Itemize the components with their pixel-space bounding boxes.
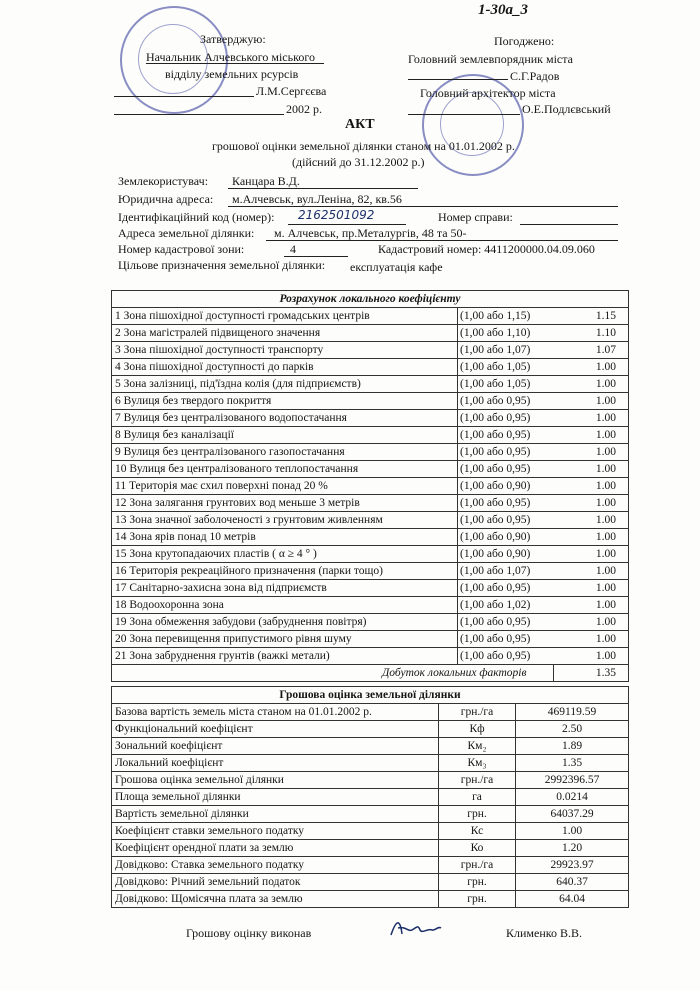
local-row: [112, 563, 629, 580]
valuation-row-name: Локальний коефіцієнт: [112, 755, 439, 772]
land-address-value: м. Алчевськ, пр.Металургів, 48 та 50-: [274, 226, 467, 240]
approve-title: Затверджую:: [200, 32, 266, 46]
local-row: [112, 308, 629, 325]
local-table-header: Розрахунок локального коефіцієнту: [112, 291, 629, 308]
valuation-row-value: 469119.59: [516, 704, 629, 721]
local-row-value: 1.00: [553, 614, 629, 631]
local-row-range: (1,00 або 0,95): [458, 614, 553, 631]
local-row: [112, 444, 629, 461]
agreed-signer1: С.Г.Радов: [510, 69, 560, 83]
valuation-row: [112, 738, 629, 755]
local-row-range: (1,00 або 1,05): [458, 359, 553, 376]
local-row-value: 1.00: [553, 444, 629, 461]
valuation-row-name: Вартість земельної ділянки: [112, 806, 439, 823]
valuation-row-unit: грн./га: [439, 772, 516, 789]
valuation-row: [112, 704, 629, 721]
local-row: [112, 427, 629, 444]
local-row-range: (1,00 або 1,15): [458, 308, 553, 325]
doc-title: АКТ: [345, 117, 375, 132]
local-row-range: (1,00 або 0,95): [458, 631, 553, 648]
local-row-value: 1.00: [553, 597, 629, 614]
agreed-line2: Головний архітектор міста: [420, 86, 556, 100]
case-number-label: Номер справи:: [438, 210, 513, 224]
local-row-name: 18 Водоохоронна зона: [112, 597, 458, 614]
local-row-name: 15 Зона крутопадаючих пластів ( α ≥ 4 ° ): [112, 546, 458, 563]
local-row-name: 2 Зона магістралей підвищеного значення: [112, 325, 458, 342]
cadastral-number: Кадастровий номер: 4411200000.04.09.060: [378, 242, 595, 256]
local-row-range: (1,00 або 0,95): [458, 648, 553, 665]
local-row-range: (1,00 або 0,90): [458, 546, 553, 563]
local-row: [112, 529, 629, 546]
local-row: [112, 393, 629, 410]
valuation-row-value: 1.35: [516, 755, 629, 772]
local-row: [112, 597, 629, 614]
valuation-row: [112, 806, 629, 823]
valuation-row-name: Коефіцієнт орендної плати за землю: [112, 840, 439, 857]
local-row-value: 1.00: [553, 580, 629, 597]
id-label: Ідентифікаційний код (номер):: [118, 210, 275, 224]
local-row-value: 1.00: [553, 512, 629, 529]
local-row-value: 1.00: [553, 376, 629, 393]
local-product-row: [112, 665, 629, 682]
land-address-label: Адреса земельної ділянки:: [118, 226, 255, 240]
valuation-row-value: 2992396.57: [516, 772, 629, 789]
local-product-value: 1.35: [553, 665, 629, 682]
local-row-value: 1.15: [553, 308, 629, 325]
local-row-range: (1,00 або 1,02): [458, 597, 553, 614]
local-row-value: 1.00: [553, 461, 629, 478]
local-row-range: (1,00 або 0,90): [458, 478, 553, 495]
approve-signer: Л.М.Сергєєва: [256, 84, 327, 98]
signature-icon: [388, 916, 444, 940]
local-row-range: (1,00 або 0,95): [458, 512, 553, 529]
footer-label: Грошову оцінку виконав: [186, 926, 312, 940]
valuation-row-value: 1.20: [516, 840, 629, 857]
local-row-value: 1.00: [553, 563, 629, 580]
valuation-row-name: Довідково: Річний земельний податок: [112, 874, 439, 891]
local-row-name: 9 Вулиця без централізованого газопостачання: [112, 444, 458, 461]
local-row: [112, 359, 629, 376]
user-label: Землекористувач:: [118, 174, 209, 188]
local-row: [112, 631, 629, 648]
local-row-name: 17 Санітарно-захисна зона від підприємств: [112, 580, 458, 597]
local-row: [112, 648, 629, 665]
document-code: 1-30а_3: [478, 2, 528, 18]
local-row-name: 7 Вулиця без централізованого водопостачання: [112, 410, 458, 427]
local-row-name: 20 Зона перевищення припустимого рівня шуму: [112, 631, 458, 648]
valuation-row-unit: грн.: [439, 891, 516, 908]
local-row-range: (1,00 або 0,95): [458, 393, 553, 410]
valuation-row: [112, 891, 629, 908]
local-row: [112, 614, 629, 631]
local-row-value: 1.00: [553, 427, 629, 444]
local-row-range: (1,00 або 1,05): [458, 376, 553, 393]
local-row-name: 19 Зона обмеження забудови (забруднення повітря): [112, 614, 458, 631]
valuation-row-unit: га: [439, 789, 516, 806]
valuation-row-unit: грн.: [439, 806, 516, 823]
local-row: [112, 325, 629, 342]
local-row: [112, 546, 629, 563]
local-row-name: 21 Зона забруднення грунтів (важкі метали): [112, 648, 458, 665]
purpose-label: Цільове призначення земельної ділянки:: [118, 258, 326, 272]
local-row-name: 14 Зона ярів понад 10 метрів: [112, 529, 458, 546]
valuation-row-unit: Кс: [439, 823, 516, 840]
approve-line1: Начальник Алчевського міського: [146, 50, 315, 64]
valuation-table: [111, 686, 629, 908]
valuation-row-name: Функціональний коефіцієнт: [112, 721, 439, 738]
local-row-range: (1,00 або 0,95): [458, 580, 553, 597]
valuation-row: [112, 840, 629, 857]
approve-date: 2002 р.: [286, 102, 322, 116]
valuation-row-unit: Ко: [439, 840, 516, 857]
local-row-value: 1.07: [553, 342, 629, 359]
local-row-value: 1.00: [553, 529, 629, 546]
local-row-name: 5 Зона залізниці, під'їздна колія (для підприємств): [112, 376, 458, 393]
valuation-row-value: 0.0214: [516, 789, 629, 806]
footer-name: Клименко В.В.: [506, 926, 582, 940]
local-row-name: 1 Зона пішохідної доступності громадських центрів: [112, 308, 458, 325]
approve-line2: відділу земельних рсурсів: [165, 67, 299, 81]
valuation-row-name: Довідково: Щомісячна плата за землю: [112, 891, 439, 908]
local-row-value: 1.00: [553, 631, 629, 648]
zone-value: 4: [290, 242, 296, 256]
local-row-name: 11 Територія має схил поверхні понад 20 %: [112, 478, 458, 495]
local-row: [112, 495, 629, 512]
valuation-row: [112, 755, 629, 772]
local-row-range: (1,00 або 0,95): [458, 427, 553, 444]
valuation-row-value: 640.37: [516, 874, 629, 891]
local-row-value: 1.00: [553, 495, 629, 512]
address-value: м.Алчевськ, вул.Леніна, 82, кв.56: [232, 192, 402, 206]
local-row-name: 6 Вулиця без твердого покриття: [112, 393, 458, 410]
local-row-range: (1,00 або 0,90): [458, 529, 553, 546]
valuation-row-value: 64037.29: [516, 806, 629, 823]
local-row-name: 8 Вулиця без каналізації: [112, 427, 458, 444]
local-row: [112, 376, 629, 393]
address-label: Юридична адреса:: [118, 192, 214, 206]
valuation-row-value: 1.89: [516, 738, 629, 755]
local-row-name: 3 Зона пішохідної доступності транспорту: [112, 342, 458, 359]
local-row-value: 1.00: [553, 546, 629, 563]
local-row: [112, 512, 629, 529]
local-row-range: (1,00 або 0,95): [458, 461, 553, 478]
valuation-row-name: Базова вартість земель міста станом на 01.01.2002 р.: [112, 704, 439, 721]
valuation-row-value: 1.00: [516, 823, 629, 840]
local-row-name: 16 Територія рекреаційного призначення (парки тощо): [112, 563, 458, 580]
valuation-row-name: Площа земельної ділянки: [112, 789, 439, 806]
local-row-name: 10 Вулиця без централізованого теплопостачання: [112, 461, 458, 478]
id-value: 2162501092: [298, 208, 375, 222]
valuation-row-value: 64.04: [516, 891, 629, 908]
local-row-value: 1.00: [553, 410, 629, 427]
local-row-range: (1,00 або 0,95): [458, 495, 553, 512]
local-row-range: (1,00 або 1,07): [458, 342, 553, 359]
local-row-value: 1.00: [553, 478, 629, 495]
local-row-value: 1.10: [553, 325, 629, 342]
valuation-row-name: Довідково: Ставка земельного податку: [112, 857, 439, 874]
valuation-row-name: Зональний коефіцієнт: [112, 738, 439, 755]
valuation-table-header: Грошова оцінка земельної ділянки: [112, 687, 629, 704]
doc-subtitle: грошової оцінки земельної ділянки станом на 01.01.2002 р.: [212, 139, 515, 153]
local-coefficient-table: [111, 290, 629, 682]
local-product-label: Добуток локальних факторів: [112, 665, 554, 682]
user-value: Канцара В.Д.: [232, 174, 300, 188]
doc-validity: (дійсний до 31.12.2002 р.): [292, 155, 425, 169]
local-row-name: 4 Зона пішохідної доступності до парків: [112, 359, 458, 376]
agreed-line1: Головний землевпорядник міста: [408, 52, 573, 66]
local-row: [112, 580, 629, 597]
valuation-row: [112, 721, 629, 738]
valuation-row: [112, 857, 629, 874]
local-row-range: (1,00 або 0,95): [458, 410, 553, 427]
local-row: [112, 478, 629, 495]
local-row: [112, 410, 629, 427]
valuation-row-unit: Км₂: [439, 738, 516, 755]
local-row-value: 1.00: [553, 393, 629, 410]
local-row-name: 13 Зона значної заболоченості з грунтовим живленням: [112, 512, 458, 529]
valuation-row-unit: грн.: [439, 874, 516, 891]
local-row-range: (1,00 або 1,07): [458, 563, 553, 580]
local-row-value: 1.00: [553, 648, 629, 665]
local-row-value: 1.00: [553, 359, 629, 376]
agreed-signer2: О.Е.Подлєвський: [522, 102, 611, 116]
valuation-row: [112, 823, 629, 840]
valuation-row-value: 29923.97: [516, 857, 629, 874]
local-row-range: (1,00 або 1,10): [458, 325, 553, 342]
local-row-name: 12 Зона залягання грунтових вод меньше 3 метрів: [112, 495, 458, 512]
local-row: [112, 342, 629, 359]
valuation-row: [112, 874, 629, 891]
local-row: [112, 461, 629, 478]
valuation-row-unit: грн./га: [439, 857, 516, 874]
purpose-value: експлуатація кафе: [350, 260, 443, 274]
valuation-row-value: 2.50: [516, 721, 629, 738]
valuation-row: [112, 789, 629, 806]
valuation-row-unit: Км₃: [439, 755, 516, 772]
valuation-row-unit: Кф: [439, 721, 516, 738]
local-row-range: (1,00 або 0,95): [458, 444, 553, 461]
valuation-row-name: Коефіцієнт ставки земельного податку: [112, 823, 439, 840]
zone-label: Номер кадастрової зони:: [118, 242, 245, 256]
valuation-row-unit: грн./га: [439, 704, 516, 721]
valuation-row-name: Грошова оцінка земельної ділянки: [112, 772, 439, 789]
valuation-row: [112, 772, 629, 789]
agreed-title: Погоджено:: [494, 34, 555, 48]
